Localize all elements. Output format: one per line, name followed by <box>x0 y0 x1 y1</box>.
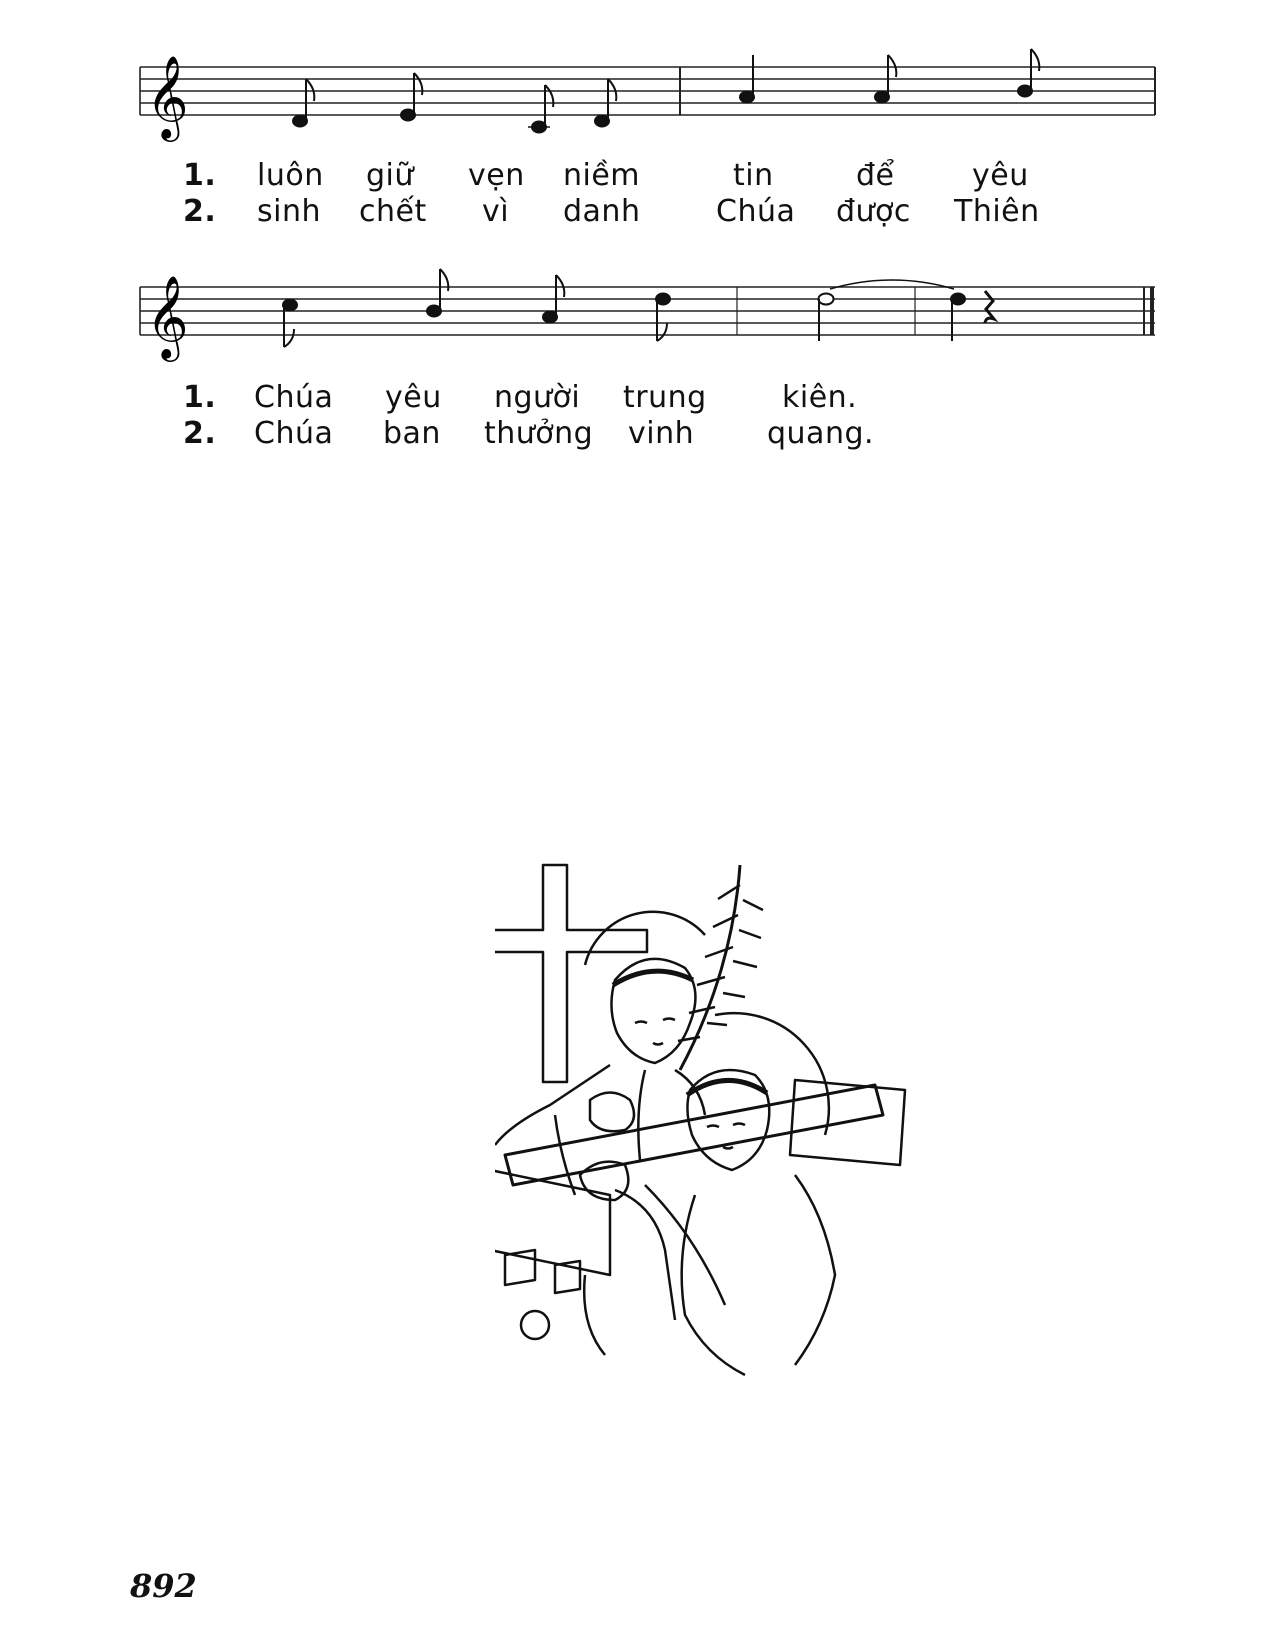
lyric-syllable: quang. <box>767 416 875 451</box>
treble-clef-icon: 𝄞 <box>146 274 189 358</box>
lyric-syllable: Chúa <box>254 416 334 451</box>
quarter-rest-icon <box>985 291 994 323</box>
lyric-syllable: giữ <box>366 158 414 193</box>
lyric-syllable: chết <box>359 194 427 229</box>
lyric-syllable: vẹn <box>468 158 525 193</box>
lyric-syllable: thưởng <box>484 416 594 451</box>
lyric-syllable: danh <box>563 194 641 229</box>
lyric-syllable: để <box>856 158 895 193</box>
lyric-syllable: luôn <box>257 158 324 193</box>
lyric-line-verse-1 <box>0 380 1275 416</box>
music-staff-1 <box>140 55 1155 145</box>
staff-2-notation <box>140 275 1155 365</box>
palm-branch-icon <box>678 865 763 1070</box>
martyrs-drawing <box>495 855 955 1395</box>
page-number: 892 <box>130 1567 197 1605</box>
martyrs-illustration <box>495 855 955 1395</box>
lyric-syllable: vì <box>482 194 510 229</box>
staff-1-notation <box>140 55 1155 145</box>
lyric-syllable: yêu <box>972 158 1029 193</box>
verse-number: 1. <box>183 380 217 415</box>
lyric-syllable: ban <box>383 416 441 451</box>
lyric-syllable: Thiên <box>954 194 1040 229</box>
lyric-line-verse-2 <box>0 194 1275 230</box>
treble-clef-icon: 𝄞 <box>146 54 189 138</box>
lyric-syllable: sinh <box>257 194 321 229</box>
lyric-syllable: niềm <box>563 158 641 193</box>
verse-number: 2. <box>183 416 217 451</box>
lyric-syllable: người <box>494 380 581 415</box>
lyric-syllable: Chúa <box>254 380 334 415</box>
lyric-syllable: Chúa <box>716 194 796 229</box>
lyrics-system-1 <box>0 158 1275 230</box>
lyric-syllable: trung <box>623 380 707 415</box>
lyric-syllable: vinh <box>628 416 695 451</box>
lyrics-system-2 <box>0 380 1275 452</box>
lyric-line-verse-1 <box>0 158 1275 194</box>
lyric-syllable: được <box>836 194 911 229</box>
lyric-syllable: yêu <box>385 380 442 415</box>
verse-number: 2. <box>183 194 217 229</box>
verse-number: 1. <box>183 158 217 193</box>
music-staff-2 <box>140 275 1155 365</box>
lyric-syllable: tin <box>733 158 774 193</box>
cross-icon <box>495 865 647 1082</box>
lyric-line-verse-2 <box>0 416 1275 452</box>
note-head <box>293 116 307 127</box>
lyric-syllable: kiên. <box>782 380 858 415</box>
